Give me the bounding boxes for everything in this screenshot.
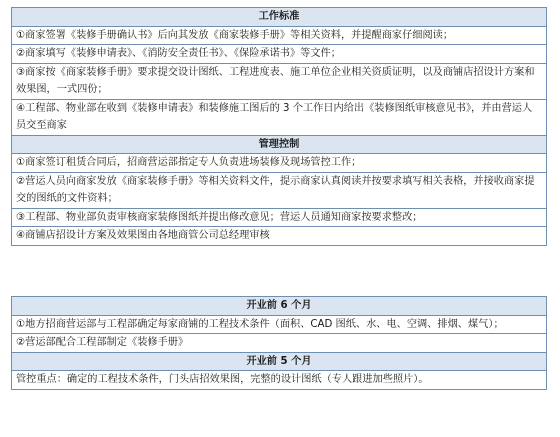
section-header-work-standard: 工作标准 — [12, 8, 547, 27]
section-header-five-months: 开业前 5 个月 — [12, 352, 547, 371]
five-months-row-1: 管控重点：确定的工程技术条件，门头店招效果图，完整的设计图纸（专人跟进加些照片）。 — [12, 371, 547, 390]
six-months-row-2: ②营运部配合工程部制定《装修手册》 — [12, 334, 547, 353]
standard-row-1: ①商家签署《装修手册确认书》后向其发放《商家装修手册》等相关资料，并提醒商家仔细阅读； — [12, 26, 547, 45]
control-row-1: ①商家签订租赁合同后，招商营运部指定专人负责进场装修及现场管控工作； — [12, 154, 547, 173]
six-months-row-1: ①地方招商营运部与工程部确定每家商铺的工程技术条件（面积、CAD 图纸、水、电、空调、排烟、煤气）； — [12, 315, 547, 334]
control-row-2: ②营运人员向商家发放《商家装修手册》等相关资料文件，提示商家认真阅读并按要求填写相关表格，并接收商家提交的图纸的文件资料； — [12, 172, 547, 208]
control-row-3: ③工程部、物业部负责审核商家装修图纸并提出修改意见；营运人员通知商家按要求整改； — [12, 208, 547, 227]
section-header-management-control: 管理控制 — [12, 135, 547, 154]
standard-row-2: ②商家填写《装修申请表》、《消防安全责任书》、《保险承诺书》等文件； — [12, 45, 547, 64]
standard-row-4: ④工程部、物业部在收到《装修申请表》和装修施工图后的 3 个工作日内给出《装修图纸审核意见书》，并由营运人员交至商家 — [12, 99, 547, 135]
opening-schedule-table — [11, 296, 547, 390]
section-header-six-months: 开业前 6 个月 — [12, 297, 547, 316]
control-row-4: ④商铺店招设计方案及效果图由各地商管公司总经理审核 — [12, 227, 547, 246]
standard-row-3: ③商家按《商家装修手册》要求提交设计图纸、工程进度表、施工单位企业相关资质证明，以及商铺店招设计方案和效果图，一式四份； — [12, 63, 547, 99]
work-standards-table — [11, 7, 547, 246]
